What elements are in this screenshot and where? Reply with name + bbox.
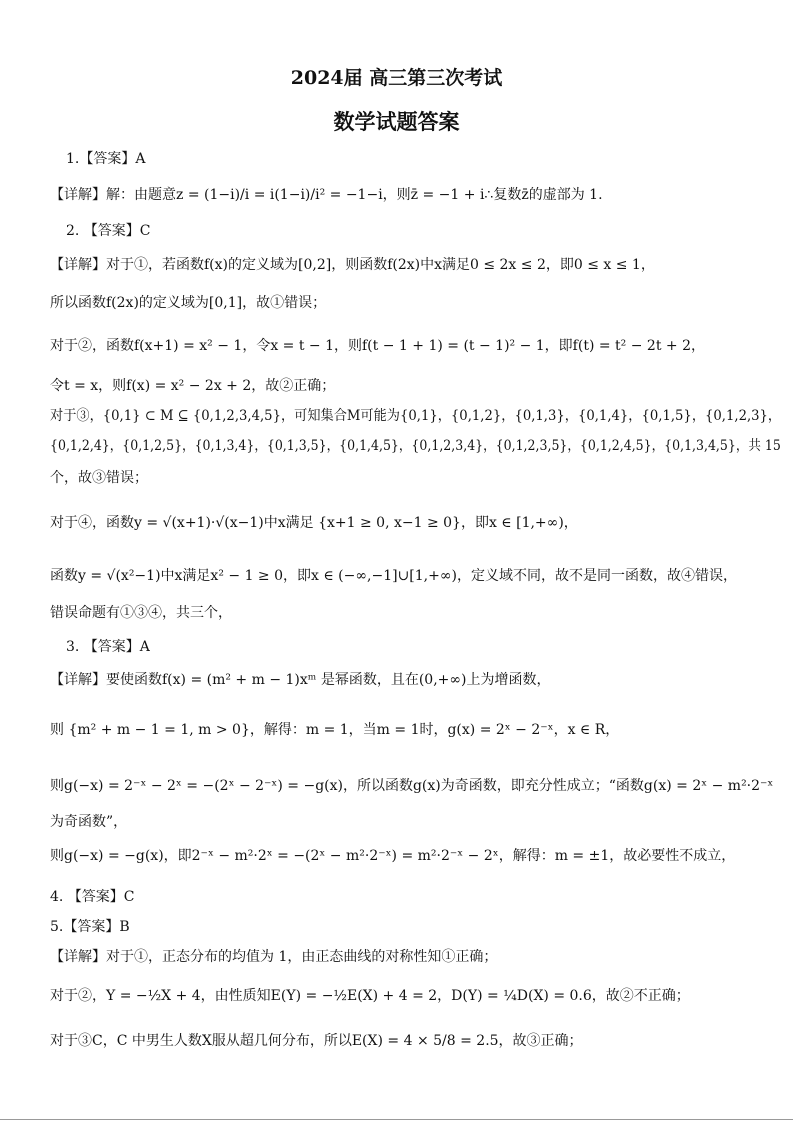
exam-title: 2024届 高三第三次考试: [290, 67, 503, 89]
answer-2: 2. 【答案】C: [66, 223, 151, 239]
answer-sheet-title: 数学试题答案: [333, 109, 460, 134]
explanation-5-line: 【详解】对于①，正态分布的均值为 1，由正态曲线的对称性知①正确；: [50, 949, 498, 965]
explanation-5-line: 对于③C，C 中男生人数X服从超几何分布，所以E(X) = 4 × 5/8 = 2.5，故③正确；: [50, 1033, 583, 1049]
answer-5: 5.【答案】B: [50, 919, 130, 935]
answer-1: 1.【答案】A: [66, 151, 146, 167]
explanation-3-line: 则g(−x) = −g(x)，即2⁻ˣ − m²·2ˣ = −(2ˣ − m²·2⁻ˣ) = m²·2⁻ˣ − 2ˣ，解得：m = ±1，故必要性不成立，: [50, 848, 736, 864]
answer-3: 3. 【答案】A: [66, 639, 150, 655]
explanation-3-line: 【详解】要使函数f(x) = (m² + m − 1)xᵐ 是幂函数，且在(0,+∞)上为增函数，: [50, 672, 551, 688]
explanation-2-line: 对于④，函数y = √(x+1)·√(x−1)中x满足 {x+1 ≥ 0, x−1 ≥ 0}，即x ∈ [1,+∞)，: [50, 515, 578, 531]
page-bottom-divider: [0, 1119, 793, 1120]
explanation-5-line: 对于②，Y = −½X + 4，由性质知E(Y) = −½E(X) + 4 = 2，D(Y) = ¼D(X) = 0.6，故②不正确；: [50, 988, 690, 1004]
explanation-2-line: 所以函数f(2x)的定义域为[0,1]，故①错误；: [50, 295, 327, 311]
explanation-2-line: 错误命题有①③④，共三个，: [50, 605, 232, 621]
explanation-3-line: 为奇函数”，: [50, 814, 128, 830]
explanation-3-line: 则g(−x) = 2⁻ˣ − 2ˣ = −(2ˣ − 2⁻ˣ) = −g(x)，所以函数g(x)为奇函数，即充分性成立；“函数g(x) = 2ˣ − m²·2⁻ˣ: [50, 778, 774, 794]
explanation-3-line: 则 {m² + m − 1 = 1, m > 0}，解得：m = 1，当m = 1时，g(x) = 2ˣ − 2⁻ˣ，x ∈ R，: [50, 722, 620, 738]
explanation-1: 【详解】解：由题意z = (1−i)/i = i(1−i)/i² = −1−i，则z̄ = −1 + i∴复数z̄的虚部为 1.: [50, 187, 603, 203]
answer-4: 4. 【答案】C: [50, 889, 135, 905]
explanation-2-line: 【详解】对于①，若函数f(x)的定义域为[0,2]，则函数f(2x)中x满足0 ≤ 2x ≤ 2，即0 ≤ x ≤ 1，: [50, 257, 655, 273]
explanation-2-line: 函数y = √(x²−1)中x满足x² − 1 ≥ 0，即x ∈ (−∞,−1]∪[1,+∞)，定义域不同，故不是同一函数，故④错误，: [50, 568, 737, 584]
explanation-2-line: 令t = x，则f(x) = x² − 2x + 2，故②正确；: [50, 378, 336, 394]
explanation-2-line: 对于③，{0,1} ⊂ M ⊆ {0,1,2,3,4,5}，可知集合M可能为{0,1}，{0,1,2}，{0,1,3}，{0,1,4}，{0,1,5}，{0,1,2,3}，: [50, 408, 782, 424]
explanation-2-line: {0,1,2,4}，{0,1,2,5}，{0,1,3,4}，{0,1,3,5}，{0,1,4,5}，{0,1,2,3,4}，{0,1,2,3,5}，{0,1,2,4,5}，{0,1,3,4,5}，共 15: [50, 438, 781, 454]
explanation-2-line: 对于②，函数f(x+1) = x² − 1，令x = t − 1，则f(t − 1 + 1) = (t − 1)² − 1，即f(t) = t² − 2t + 2，: [50, 338, 705, 354]
explanation-2-line: 个，故③错误；: [50, 470, 148, 486]
